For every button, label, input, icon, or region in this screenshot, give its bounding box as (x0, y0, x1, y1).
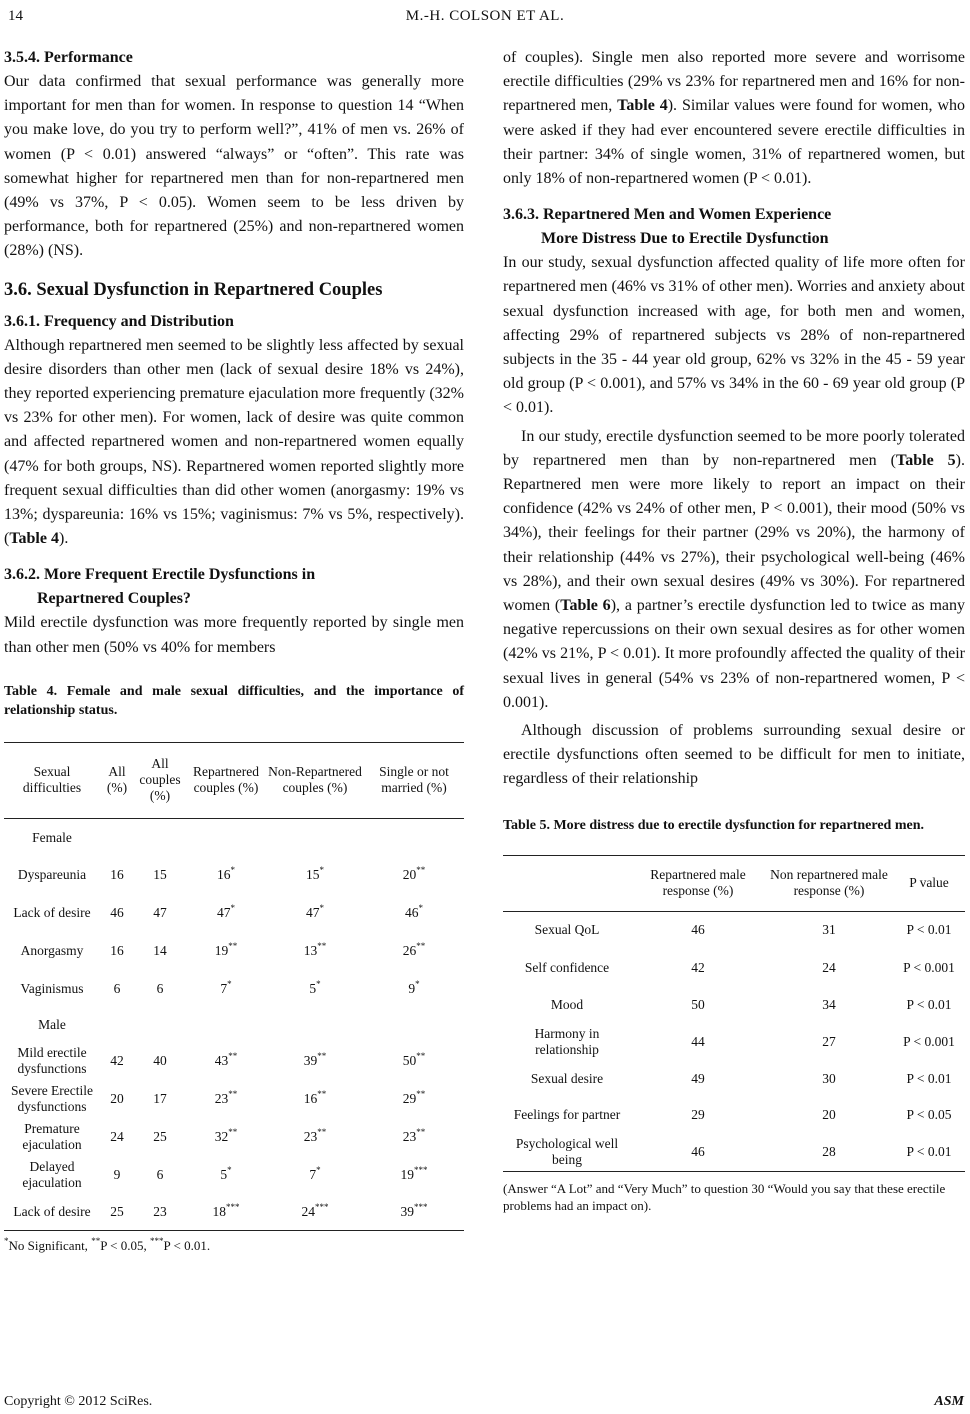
table-4 (4, 742, 464, 1231)
paragraph-performance: Our data confirmed that sexual performance was generally more important for men than for women. In response to question 14 “When you make love, do you try to perform well?”, 41% of men vs. 26% of women (P < 0.01) answered “always” or “often”. This rate was somewhat higher for repartnered men than for non-repartnered men (49% vs 37%, P < 0.05). Women seem to be less driven by performance, both for repartnered (25%) and non-repartnered women (28%) (NS). (4, 73, 464, 260)
table-row: Feelings for partner 29 20 P < 0.05 (513, 1107, 952, 1123)
col-header: Repartnered male response (%) (650, 867, 746, 899)
heading-3-6-3: 3.6.3. Repartnered Men and Women Experience More Distress Due to Erectile Dysfunction (503, 206, 832, 248)
table-row: Vaginismus 6 6 7* 5* 9* (20, 979, 420, 997)
paragraph-continued: of couples). Single men also reported more severe and worrisome erectile difficulties (29% vs 23% for repartnered men and 16% for non-repartnered men, Table 4). Similar values were found for women, who were asked if they had ever encountered severe erectile difficulties in their partner: 34% of single women, 31% of repartnered women, but only 18% of non-repartnered women (P < 0.01). (503, 49, 965, 188)
heading-3-6: 3.6. Sexual Dysfunction in Repartnered Couples (4, 279, 383, 300)
table-4-footnote: *No Significant, **P < 0.05, ***P < 0.01. (4, 1235, 211, 1253)
heading-3-6-1: 3.6.1. Frequency and Distribution (4, 312, 234, 330)
table-5-caption: Table 5. More distress due to erectile dysfunction for repartnered men. (503, 817, 924, 833)
table-row: Psychological well being 46 28 P < 0.01 (503, 1133, 965, 1171)
right-column (503, 46, 965, 1214)
table-row: Delayed ejaculation 9 6 5* 7* 19*** (22, 1159, 428, 1191)
table-row: Lack of desire 46 47 47* 47* 46* (13, 903, 423, 921)
table-row: Mood 50 34 P < 0.01 (550, 996, 952, 1012)
col-header: P value (909, 875, 949, 891)
table-row: Anorgasmy 16 14 19** 13** 26** (20, 941, 426, 959)
section-label-female: Female (32, 829, 72, 845)
table-5-link[interactable]: Table 5 (896, 451, 956, 469)
table-6-link[interactable]: Table 6 (560, 597, 611, 615)
table-row: Self confidence 42 24 P < 0.001 (524, 959, 955, 975)
table-row: Dyspareunia 16 15 16* 15* 20** (17, 865, 426, 883)
copyright: Copyright © 2012 SciRes. (4, 1394, 153, 1409)
section-label-male: Male (38, 1017, 66, 1033)
left-column (4, 46, 464, 1254)
col-header: Single or not married (%) (379, 764, 449, 796)
col-header: All couples (%) (139, 756, 181, 804)
running-authors: M.-H. COLSON ET AL. (405, 8, 565, 24)
paragraph-erectile: Mild erectile dysfunction was more frequently reported by single men than other men (50% vs 40% for members (4, 614, 464, 656)
page-header (0, 8, 970, 28)
col-header: Sexual difficulties (22, 764, 82, 796)
table-row: Lack of desire 25 23 18*** 24*** 39*** (4, 1194, 464, 1230)
paragraph-distress-3: Although discussion of problems surrounding sexual desire or erectile dysfunctions often seemed to be difficult for men to initiate, regardless of their relationship (503, 722, 965, 788)
table-row: Premature ejaculation 24 25 32** 23** 23** (22, 1121, 426, 1153)
table-4-caption: Table 4. Female and male sexual difficulties, and the importance of relationship status. (4, 683, 464, 718)
table-row: Harmony in relationship 44 27 P < 0.001 (534, 1025, 955, 1057)
paragraph-frequency: Although repartnered men seemed to be slightly less affected by sexual desire disorders than other men (lack of sexual desire 18% vs 24%), they reported experiencing premature ejaculation more frequently (32% vs 23% for other men). For women, lack of desire was quite common and affected repartnered women and non-repartnered women equally (47% for both groups, NS). Repartnered women reported slightly more frequent sexual difficulties than did other women (anorgasmy: 19% vs 13%; dyspareunia: 16% vs 15%; vaginismus: 7% vs 5%, respectively). (Table 4). (4, 336, 464, 548)
paragraph-distress-2: In our study, erectile dysfunction seemed to be more poorly tolerated by repartnered men than by non-repartnered men (Table 5). Repartnered men were more likely to report an impact on their confidence (42% vs 24% of other men, P < 0.001), their mood (50% vs 34%), their feelings for their partner (29% vs 20%), the harmony of their relationship (44% vs 27%), their psychological well-being (46% vs 28%), and their own sexual desires (49% vs 30%). For repartnered women (Table 6), a partner’s erectile dysfunction led to twice as many negative repercussions on their own sexual desires as for other women (42% vs 21%, P < 0.01). It more profoundly affected the quality of their sexual lives in general (54% vs 23% of non-repartnered women, P < 0.001). (503, 427, 965, 711)
col-header: All (%) (106, 764, 128, 796)
table-row: Sexual desire 49 30 P < 0.01 (530, 1070, 952, 1086)
table-4-link[interactable]: Table 4 (9, 530, 59, 548)
journal-name: ASM (934, 1394, 964, 1409)
table-row: Mild erectile dysfunctions 42 40 43** 39** 50** (17, 1045, 426, 1077)
table-4-link[interactable]: Table 4 (617, 97, 668, 115)
table-5-footnote: (Answer “A Lot” and “Very Much” to question 30 “Would you say that these erectile problems had an impact on). (503, 1180, 946, 1213)
col-header: Non repartnered male response (%) (770, 867, 888, 899)
heading-3-6-2: 3.6.2. More Frequent Erectile Dysfunctions in Repartnered Couples? (4, 566, 316, 608)
table-row: Severe Erectile dysfunctions 20 17 23** 16** 29** (10, 1083, 426, 1115)
table-row: Sexual QoL 46 31 P < 0.01 (534, 922, 952, 938)
heading-3-5-4: 3.5.4. Performance (4, 49, 133, 66)
col-header: Non-Repartnered couples (%) (268, 764, 362, 796)
col-header: Repartnered couples (%) (193, 764, 259, 796)
col-header (503, 855, 631, 911)
page-number: 14 (8, 8, 23, 24)
paragraph-distress-1: In our study, sexual dysfunction affected quality of life more often for repartnered men (46% vs 31% of other men). Worries and anxiety about sexual dysfunction increased with age, for both men and women, affecting 29% of repartnered subjects vs 28% of non-repartnered subjects in the 35 - 44 year old group, 62% vs 32% in the 45 - 59 year old group (P < 0.001), and 57% vs 34% in the 60 - 69 year old group (P < 0.01). (503, 254, 965, 417)
table-5 (503, 855, 965, 1172)
